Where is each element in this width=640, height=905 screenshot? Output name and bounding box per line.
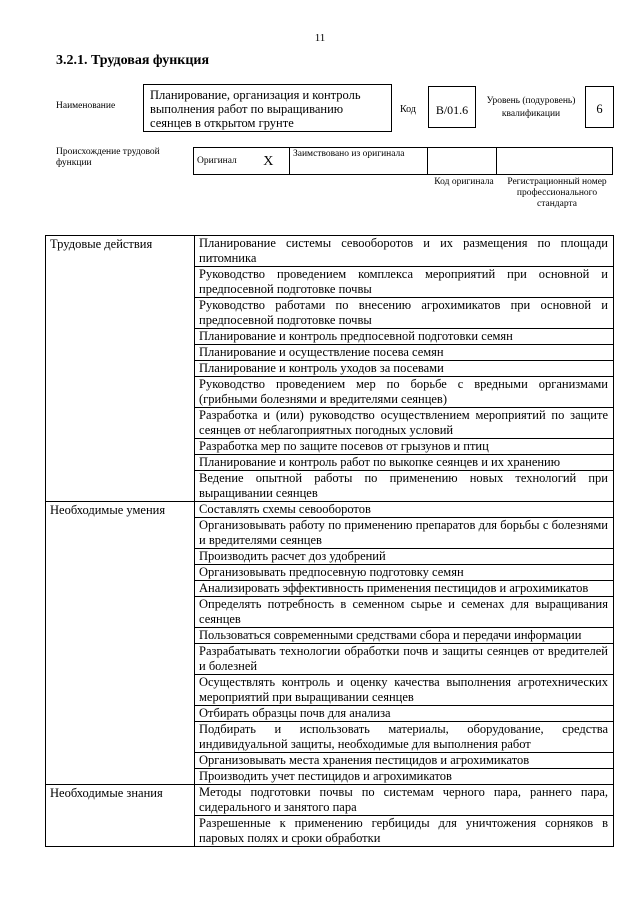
borrowed-label: Заимствовано из оригинала (290, 148, 428, 175)
list-item: Производить учет пестицидов и агрохимикатов (195, 769, 614, 785)
code-original-cell (428, 148, 497, 175)
reg-number-cell (497, 148, 613, 175)
list-item: Осуществлять контроль и оценку качества выполнения агротехнических мероприятий при выращивании сеянцев (195, 675, 614, 706)
list-item: Анализировать эффективность применения пестицидов и агрохимикатов (195, 581, 614, 597)
list-item: Методы подготовки почвы по системам черного пара, раннего пара, сидерального и занятого пара (195, 785, 614, 816)
list-item: Руководство проведением комплекса мероприятий при основной и предпосевной подготовке почвы (195, 267, 614, 298)
level-label: Уровень (подуровень) квалификации (486, 96, 576, 119)
table-row (46, 502, 614, 518)
list-item: Разработка мер по защите посевов от грызунов и птиц (195, 439, 614, 455)
list-item: Разрешенные к применению гербициды для уничтожения сорняков в паровых полях и сроки обработки (195, 816, 614, 847)
list-item: Разрабатывать технологии обработки почв и защиты сеянцев от вредителей и болезней (195, 644, 614, 675)
list-item: Производить расчет доз удобрений (195, 549, 614, 565)
list-item: Планирование и осуществление посева семян (195, 345, 614, 361)
list-item: Составлять схемы севооборотов (195, 502, 614, 518)
list-item: Определять потребность в семенном сырье и семенах для выращивания сеянцев (195, 597, 614, 628)
code-original-label: Код оригинала (434, 177, 494, 187)
list-item: Разработка и (или) руководство осуществлением мероприятий по защите сеянцев от неблагоприятных погодных условий (195, 408, 614, 439)
list-item: Руководство проведением мер по борьбе с вредными организмами (грибными болезнями и вредителями сеянцев) (195, 377, 614, 408)
page-number: 11 (314, 32, 326, 44)
function-name-box: Планирование, организация и контроль выполнения работ по выращиванию сеянцев в открытом грунте (143, 84, 392, 132)
original-mark: X (248, 148, 290, 175)
name-label: Наименование (56, 101, 116, 111)
requirements-table (45, 235, 614, 847)
list-item: Подбирать и использовать материалы, оборудование, средства индивидуальной защиты, необходимые для выполнения работ (195, 722, 614, 753)
list-item: Организовывать работу по применению препаратов для борьбы с болезнями и вредителями сеянцев (195, 518, 614, 549)
list-item: Ведение опытной работы по применению новых технологий при выращивании сеянцев (195, 471, 614, 502)
reg-number-label: Регистрационный номер профессионального стандарта (507, 177, 607, 209)
list-item: Пользоваться современными средствами сбора и передачи информации (195, 628, 614, 644)
list-item: Планирование и контроль предпосевной подготовки семян (195, 329, 614, 345)
section-title: Необходимые знания (46, 785, 195, 847)
section-title: Трудовые действия (46, 236, 195, 502)
table-row (46, 236, 614, 267)
origin-label: Происхождение трудовой функции (56, 147, 160, 168)
code-label: Код (400, 104, 416, 115)
list-item: Руководство работами по внесению агрохимикатов при основной и предпосевной подготовке почвы (195, 298, 614, 329)
list-item: Планирование системы севооборотов и их размещения по площади питомника (195, 236, 614, 267)
section-heading: 3.2.1. Трудовая функция (56, 53, 210, 68)
original-label: Оригинал (194, 148, 248, 175)
list-item: Планирование и контроль работ по выкопке сеянцев и их хранению (195, 455, 614, 471)
section-title: Необходимые умения (46, 502, 195, 785)
function-code-box: B/01.6 (428, 86, 476, 128)
table-row (46, 785, 614, 816)
list-item: Организовывать места хранения пестицидов и агрохимикатов (195, 753, 614, 769)
origin-table (193, 147, 613, 175)
list-item: Планирование и контроль уходов за посевами (195, 361, 614, 377)
list-item: Отбирать образцы почв для анализа (195, 706, 614, 722)
function-level-box: 6 (585, 86, 614, 128)
list-item: Организовывать предпосевную подготовку семян (195, 565, 614, 581)
